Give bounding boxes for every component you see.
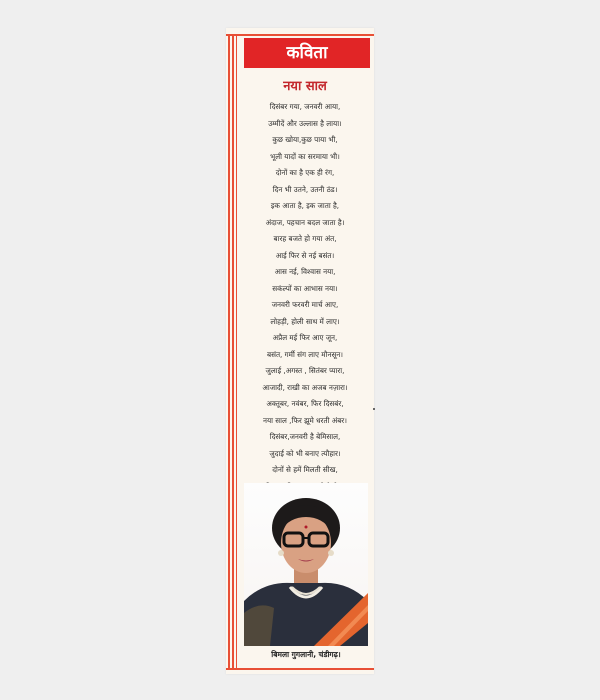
poem-line: कुछ खोया,कुछ पाया भी, xyxy=(272,135,338,144)
page-speck xyxy=(373,408,375,410)
poem-line: नया साल ,फिर झूमे धरती अंबर। xyxy=(263,415,347,425)
poem-line: जुदाई को भी बनाए त्यौहार। xyxy=(269,448,341,458)
newspaper-column xyxy=(226,28,374,674)
poem-line: सकंल्पों का आभास नया। xyxy=(272,283,338,293)
poem-line: जनवरी फरवरी मार्च आए, xyxy=(271,300,339,309)
poem-line: लोहड़ी, होली साथ में लाए। xyxy=(270,316,340,326)
bottom-rule xyxy=(226,668,374,670)
section-banner: कविता xyxy=(244,38,370,68)
poem-line: इक आता है, इक जाता है, xyxy=(270,201,340,210)
top-rule xyxy=(226,34,374,36)
poem-line: बारह बजते हो गया अंत, xyxy=(273,234,337,243)
author-portrait-illustration xyxy=(244,483,368,646)
column-content xyxy=(240,38,370,495)
poem-line: उम्मीदें और उल्लास है लाया। xyxy=(268,118,342,128)
poem-body xyxy=(240,99,370,495)
side-rule xyxy=(232,34,234,670)
author-photo xyxy=(244,483,368,646)
poem-line: दोनों से हमें मिलती सीख, xyxy=(272,465,338,474)
poem-line: अंदाज, पहचान बदल जाता है। xyxy=(265,217,345,227)
poem-title: नया साल xyxy=(283,79,327,94)
side-rule xyxy=(228,34,230,670)
poem-line: आजादी, राखी का अजब नज़ारा। xyxy=(262,382,348,392)
author-caption: बिमला गुगलानी, चंडीगढ़। xyxy=(271,650,341,659)
poem-line: भूली यादों का सरमाया भी। xyxy=(270,151,340,161)
poem-line: अप्रैल मई फिर आए जून, xyxy=(272,333,338,342)
poem-line: दिसंबर गया, जनवरी आया, xyxy=(269,102,341,111)
poem-line: दिसंबर,जनवरी है बेमिसाल, xyxy=(269,432,341,441)
poem-line: दोनों का है एक ही रंग, xyxy=(275,168,335,177)
poem-line: जुलाई ,अगस्त , सितंबर प्यारा, xyxy=(265,366,345,375)
poem-line: बसंत, गर्मी संग लाए मौनसून। xyxy=(266,349,344,359)
side-rule xyxy=(236,34,237,670)
poem-line: आई फिर से नई बसंत। xyxy=(275,250,335,260)
poem-line: आस नई, विश्वास नया, xyxy=(274,267,336,276)
poem-line: दिन भी उतने, उतनी ठंड। xyxy=(272,184,338,194)
poem-line: अक्तूबर, नवंबर, फिर दिसबंर, xyxy=(266,399,344,408)
